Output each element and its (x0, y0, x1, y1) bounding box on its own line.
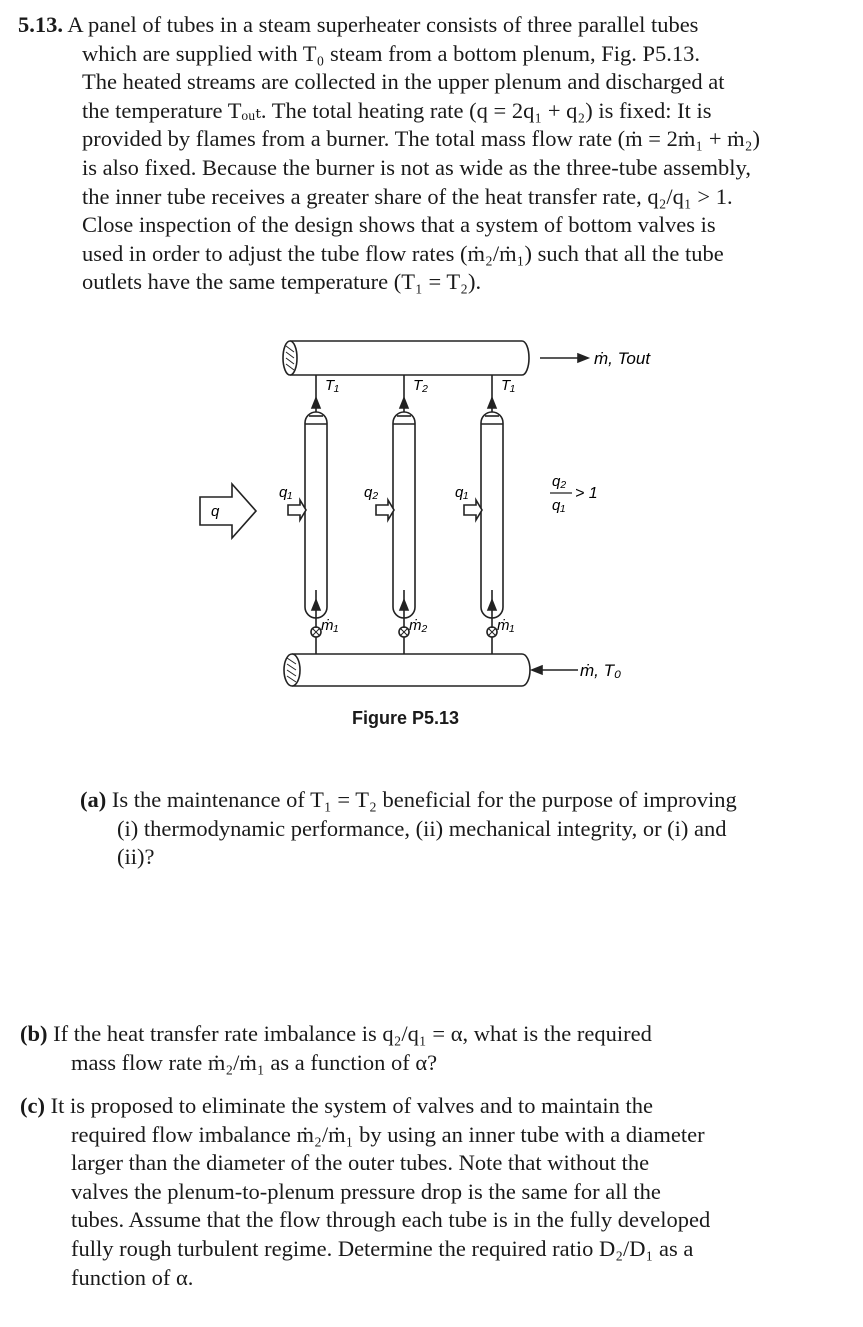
problem-line-7: the inner tube receives a greater share of the heat transfer rate, q₂/q₁ > 1. (82, 183, 733, 209)
heat-arrow-center (376, 500, 394, 520)
heat-label: q (211, 503, 220, 520)
inlet-label: ṁ, T₀ (580, 661, 622, 680)
problem-line-4: the temperature Tₒᵤₜ. The total heating rate (q = 2q₁ + q₂) is fixed: It is (82, 97, 712, 123)
tube-left (305, 375, 327, 654)
part-c-line-1: (c) It is proposed to eliminate the system of valves and to maintain the (20, 1093, 653, 1118)
part-a-line-3: (ii)? (117, 844, 155, 870)
outlet-arrow-icon (578, 354, 588, 362)
problem-line-1: 5.13. A panel of tubes in a steam superheater consists of three parallel tubes (18, 12, 699, 37)
problem-line-6: is also fixed. Because the burner is not as wide as the three-tube assembly, (82, 154, 751, 180)
problem-line-8: Close inspection of the design shows that a system of bottom valves is (82, 212, 716, 238)
inlet-arrow-icon (532, 666, 542, 674)
ratio-numerator: q₂ (552, 473, 567, 490)
part-c-line-4: valves the plenum-to-plenum pressure drop is the same for all the (71, 1178, 661, 1204)
part-a-label: (a) (80, 787, 107, 812)
ratio-tail: > 1 (575, 485, 598, 502)
part-c (20, 1092, 828, 1292)
tube-heat-right: q₁ (455, 484, 469, 501)
ratio-denominator: q₁ (552, 497, 566, 514)
problem-line-3: The heated streams are collected in the upper plenum and discharged at (82, 69, 725, 95)
part-c-line-3: larger than the diameter of the outer tubes. Note that without the (71, 1150, 650, 1176)
tube-flow-left: ṁ₁ (321, 617, 339, 634)
part-a (80, 786, 822, 872)
problem-line-2: which are supplied with T₀ steam from a bottom plenum, Fig. P5.13. (82, 40, 700, 66)
part-c-line-6: fully rough turbulent regime. Determine the required ratio D₂/D₁ as a (71, 1235, 694, 1261)
part-b (20, 1020, 828, 1077)
tube-heat-left: q₁ (279, 484, 293, 501)
bottom-plenum (284, 654, 530, 686)
part-c-label: (c) (20, 1093, 45, 1118)
tube-temp-left: T₁ (325, 377, 339, 394)
problem-number: 5.13. (18, 12, 63, 37)
heat-arrow-left (288, 500, 306, 520)
part-c-line-5: tubes. Assume that the flow through each tube is in the fully developed (71, 1207, 711, 1233)
tube-flow-center: ṁ₂ (409, 617, 428, 634)
tube-center (393, 375, 415, 654)
upper-plenum (283, 341, 529, 375)
part-b-line-2: mass flow rate ṁ₂/ṁ₁ as a function of α? (71, 1049, 438, 1075)
figure-caption: Figure P5.13 (352, 708, 460, 728)
heat-arrow-right (464, 500, 482, 520)
part-b-label: (b) (20, 1021, 48, 1046)
part-a-line-1: (a) Is the maintenance of T₁ = T₂ beneficial for the purpose of improving (80, 787, 737, 812)
tube-right (481, 375, 503, 654)
burner-heat-arrow (200, 484, 256, 538)
part-a-line-2: (i) thermodynamic performance, (ii) mechanical integrity, or (i) and (117, 815, 727, 841)
tube-flow-right: ṁ₁ (497, 617, 515, 634)
part-c-line-2: required flow imbalance ṁ₂/ṁ₁ by using an inner tube with a diameter (71, 1121, 705, 1147)
tube-heat-center: q₂ (364, 484, 379, 501)
part-c-line-7: function of α. (71, 1264, 194, 1290)
problem-line-5: provided by flames from a burner. The total mass flow rate (ṁ = 2ṁ₁ + ṁ₂) (82, 126, 760, 152)
problem-line-10: outlets have the same temperature (T₁ = T₂). (82, 269, 482, 295)
problem-line-9: used in order to adjust the tube flow rates (ṁ₂/ṁ₁) such that all the tube (82, 240, 724, 266)
tube-temp-center: T₂ (413, 377, 428, 394)
outlet-label: ṁ, Tout (594, 349, 651, 368)
part-b-line-1: (b) If the heat transfer rate imbalance is q₂/q₁ = α, what is the required (20, 1021, 652, 1046)
tube-temp-right: T₁ (501, 377, 515, 394)
